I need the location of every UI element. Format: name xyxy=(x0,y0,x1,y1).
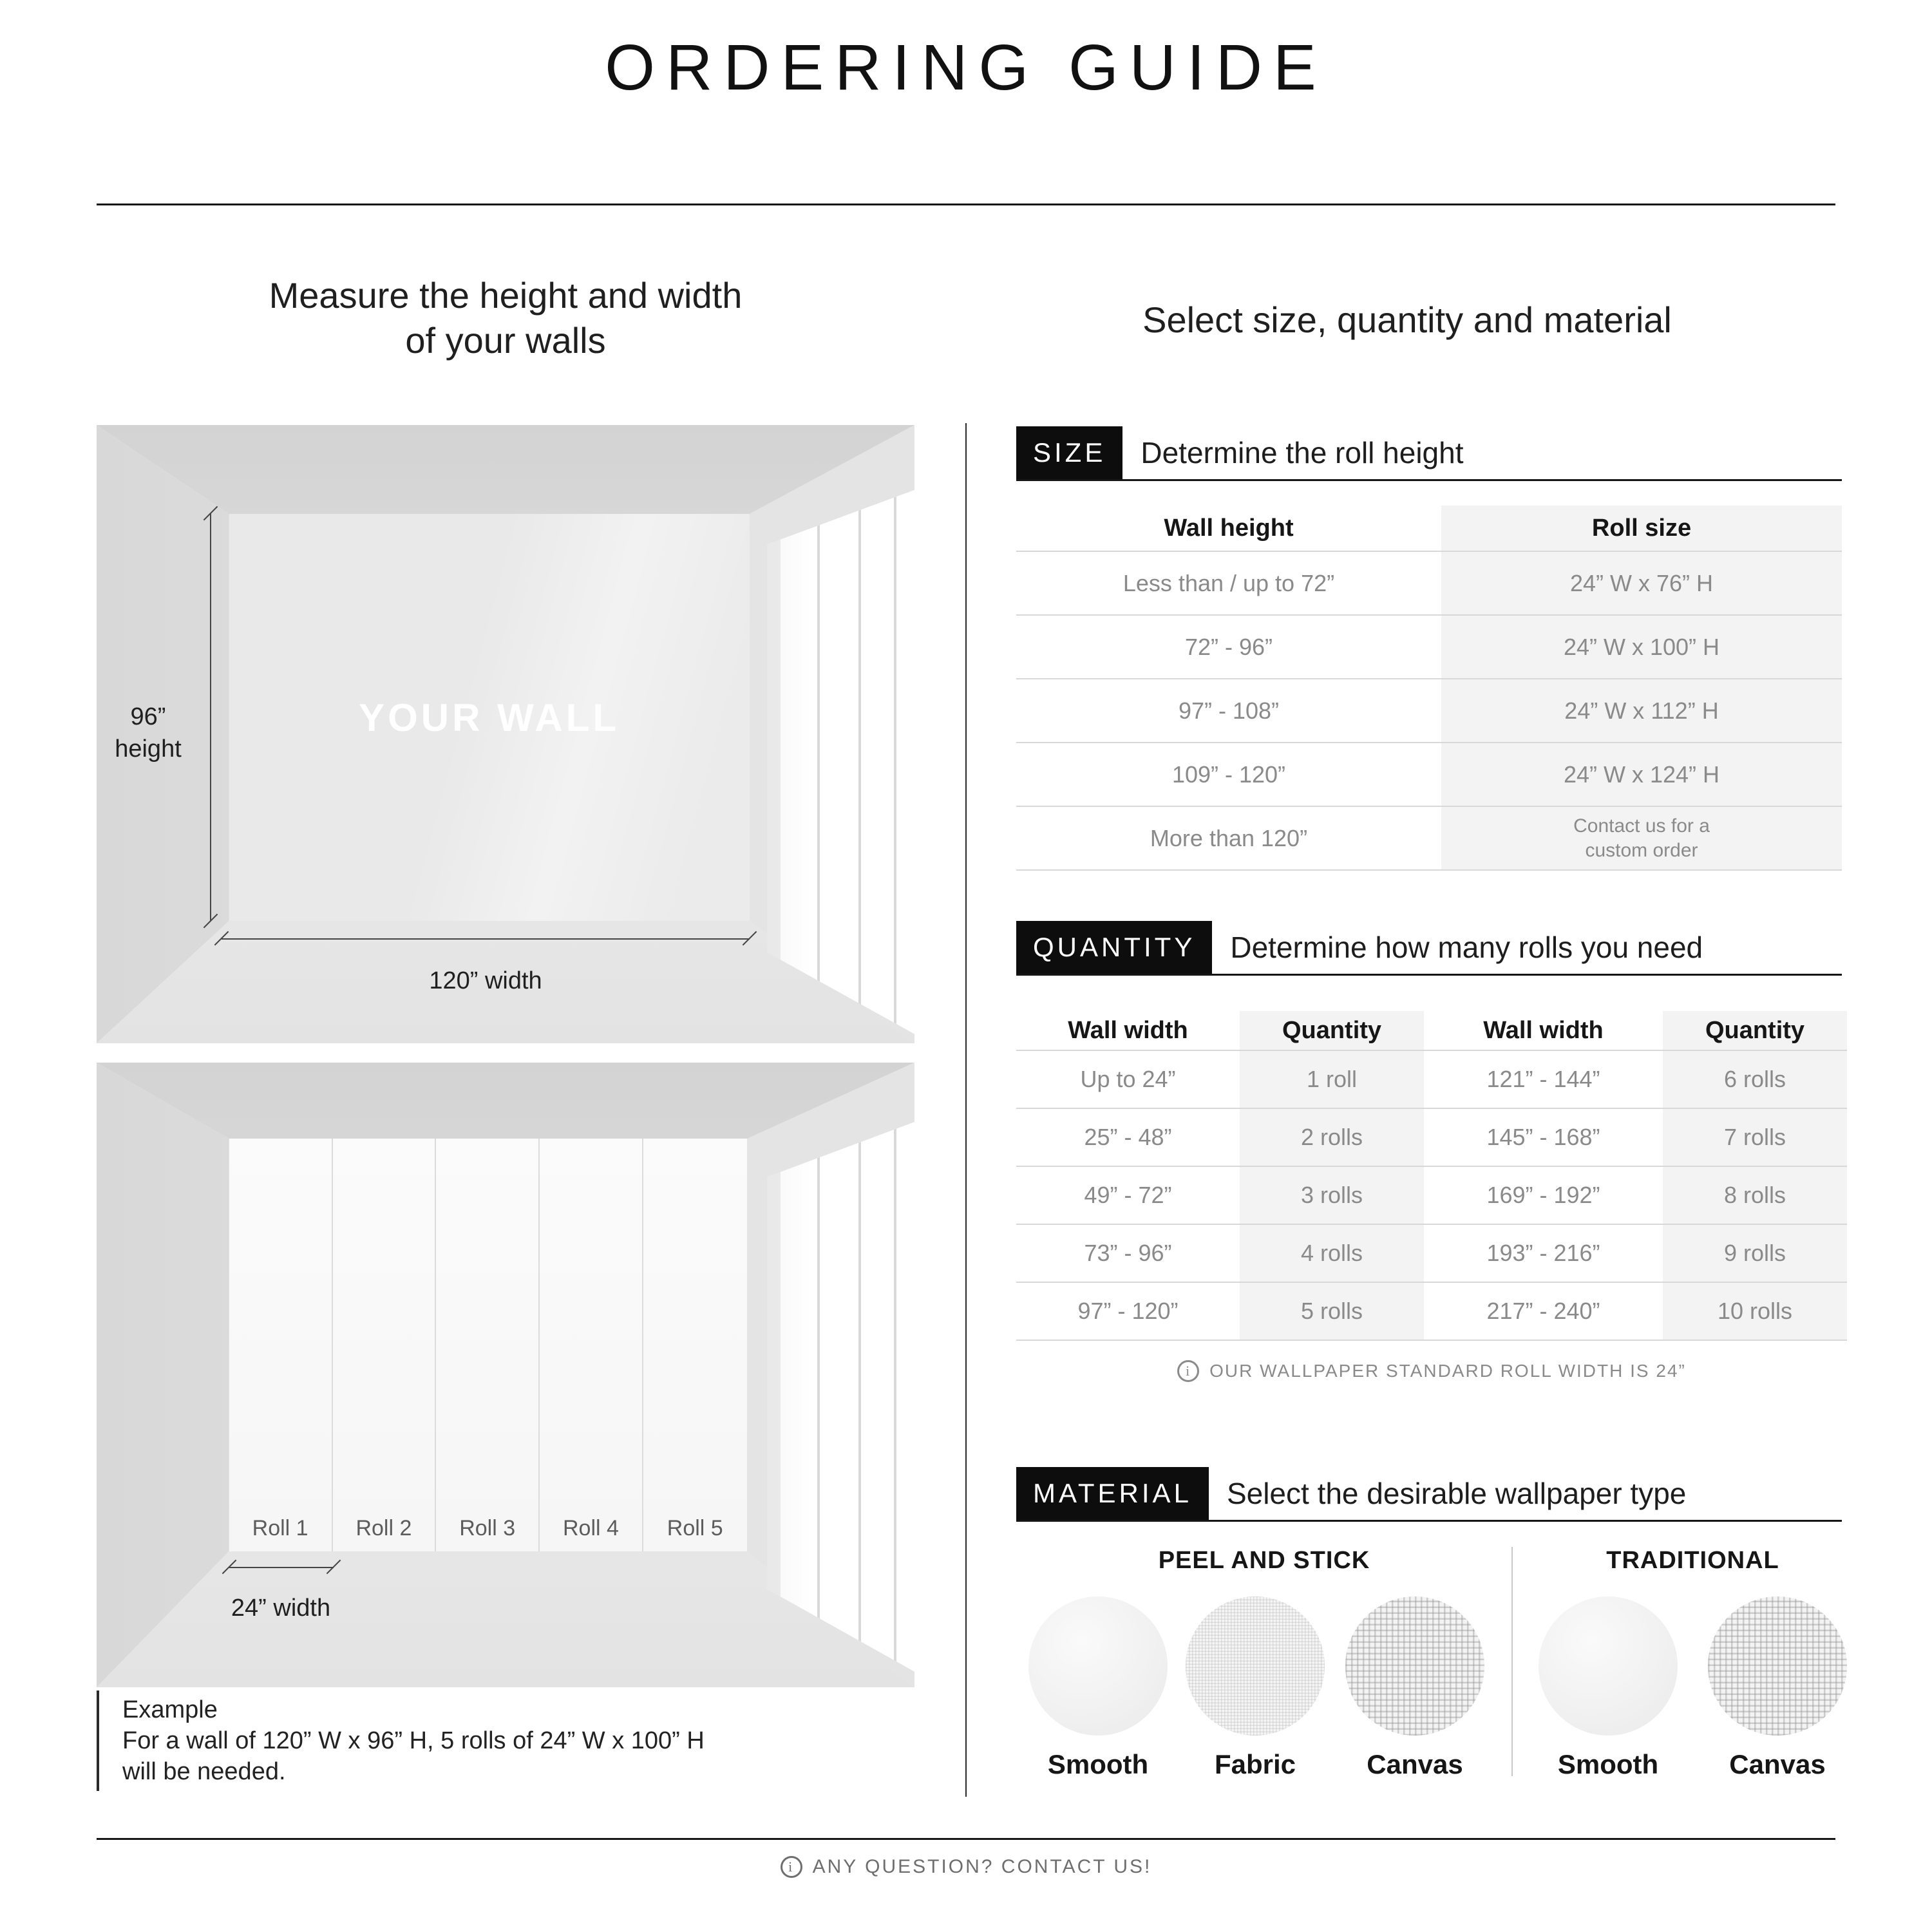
top-divider xyxy=(97,204,1835,205)
wall-width-cell: 145” - 168” xyxy=(1486,1124,1600,1150)
material-label-fabric: Fabric xyxy=(1214,1749,1296,1779)
material-section-header xyxy=(1016,1467,1842,1522)
size-section-header xyxy=(1016,426,1842,481)
window-mullion xyxy=(817,1122,820,1672)
quantity-cell: 9 rolls xyxy=(1663,1225,1847,1282)
size-table-row xyxy=(1016,616,1842,679)
roll-panel xyxy=(436,1139,540,1551)
window-mullion xyxy=(894,1122,896,1672)
wallpaper-rolls xyxy=(229,1139,747,1551)
size-subtitle: Determine the roll height xyxy=(1141,436,1464,469)
quantity-cell: 4 rolls xyxy=(1240,1225,1424,1282)
wall-width-header: Wall width xyxy=(1068,1016,1188,1044)
window-mullion xyxy=(817,490,820,1034)
material-label-smooth: Smooth xyxy=(1047,1749,1149,1779)
smooth-texture-swatch xyxy=(1539,1596,1678,1736)
roll-size-cell: 24” W x 124” H xyxy=(1441,743,1842,806)
size-table-row xyxy=(1016,807,1842,871)
column-divider xyxy=(965,423,967,1797)
size-table xyxy=(1016,506,1842,871)
size-tag: SIZE xyxy=(1016,426,1122,479)
peel-and-stick-heading: PEEL AND STICK xyxy=(1158,1547,1370,1574)
roll-size-cell xyxy=(1441,807,1842,869)
canvas-texture-swatch xyxy=(1345,1596,1484,1736)
quantity-table-header-row xyxy=(1016,1011,1847,1051)
size-table-row xyxy=(1016,743,1842,807)
traditional-heading: TRADITIONAL xyxy=(1606,1547,1779,1574)
measure-heading xyxy=(97,273,914,363)
window xyxy=(767,490,914,1034)
select-heading: Select size, quantity and material xyxy=(1142,299,1672,340)
window-jamb xyxy=(767,1122,781,1672)
roll-panel xyxy=(643,1139,747,1551)
wall-width-cell: Up to 24” xyxy=(1080,1066,1176,1092)
wall-width-cell: 25” - 48” xyxy=(1084,1124,1172,1150)
info-icon xyxy=(781,1856,802,1878)
material-group-divider xyxy=(1511,1547,1513,1776)
window-mullion xyxy=(894,490,896,1034)
wall-width-cell: 193” - 216” xyxy=(1486,1240,1600,1266)
wall-width-cell: 73” - 96” xyxy=(1084,1240,1172,1266)
roll-label: Roll 2 xyxy=(355,1516,412,1541)
window-mullion xyxy=(858,490,861,1034)
wall-height-cell: Less than / up to 72” xyxy=(1122,569,1335,596)
material-label-canvas: Canvas xyxy=(1367,1749,1463,1779)
roll-width-dimension-line xyxy=(229,1567,334,1568)
height-dimension-line xyxy=(210,513,211,921)
roll-label: Roll 5 xyxy=(667,1516,723,1541)
quantity-table-row xyxy=(1016,1167,1847,1225)
material-label-smooth: Smooth xyxy=(1557,1749,1659,1779)
quantity-tag: QUANTITY xyxy=(1016,921,1212,974)
quantity-header: Quantity xyxy=(1663,1011,1847,1050)
roll-panel xyxy=(333,1139,437,1551)
roll-label: Roll 3 xyxy=(459,1516,516,1541)
quantity-cell: 8 rolls xyxy=(1663,1167,1847,1224)
wall-width-cell: 121” - 144” xyxy=(1486,1066,1600,1092)
quantity-table-row xyxy=(1016,1109,1847,1167)
contact-footer-text: ANY QUESTION? CONTACT US! xyxy=(812,1856,1152,1877)
roll-panel xyxy=(229,1139,333,1551)
height-word: height xyxy=(115,735,182,762)
wall-width-cell: 49” - 72” xyxy=(1084,1182,1172,1208)
quantity-cell: 6 rolls xyxy=(1663,1051,1847,1108)
window-mullion xyxy=(858,1122,861,1672)
quantity-section-header xyxy=(1016,921,1842,976)
width-dimension-label: 120” width xyxy=(429,967,542,994)
roll-size-cell: 24” W x 112” H xyxy=(1441,679,1842,742)
roll-label: Roll 1 xyxy=(252,1516,308,1541)
contact-footer xyxy=(0,1856,1932,1878)
custom-order-text: Contact us for a custom order xyxy=(1573,815,1710,861)
roll-size-cell: 24” W x 100” H xyxy=(1441,616,1842,678)
quantity-cell: 2 rolls xyxy=(1240,1109,1424,1166)
measure-heading-line2: of your walls xyxy=(405,320,606,361)
wall-width-cell: 97” - 120” xyxy=(1077,1298,1179,1324)
canvas-texture-swatch xyxy=(1708,1596,1847,1736)
width-dimension-line xyxy=(222,938,750,940)
wall-width-cell: 217” - 240” xyxy=(1486,1298,1600,1324)
wall-height-cell: More than 120” xyxy=(1150,824,1308,851)
material-label-canvas: Canvas xyxy=(1729,1749,1826,1779)
quantity-subtitle: Determine how many rolls you need xyxy=(1230,931,1703,964)
wall-width-cell: 169” - 192” xyxy=(1486,1182,1600,1208)
quantity-cell: 10 rolls xyxy=(1663,1283,1847,1340)
quantity-cell: 5 rolls xyxy=(1240,1283,1424,1340)
quantity-table-row xyxy=(1016,1283,1847,1341)
wall-height-cell: 97” - 108” xyxy=(1178,697,1280,724)
roll-width-note xyxy=(1016,1360,1847,1382)
material-subtitle: Select the desirable wallpaper type xyxy=(1226,1477,1687,1510)
size-table-row xyxy=(1016,679,1842,743)
back-wall xyxy=(229,514,750,921)
example-line1: For a wall of 120” W x 96” H, 5 rolls of 24” W x 100” H xyxy=(122,1727,705,1754)
roll-size-cell: 24” W x 76” H xyxy=(1441,552,1842,614)
wall-height-cell: 72” - 96” xyxy=(1184,633,1273,660)
quantity-table-row xyxy=(1016,1051,1847,1109)
material-tag: MATERIAL xyxy=(1016,1467,1209,1520)
height-dimension-label xyxy=(97,701,200,765)
quantity-cell: 3 rolls xyxy=(1240,1167,1424,1224)
window xyxy=(767,1122,914,1672)
roll-label: Roll 4 xyxy=(563,1516,619,1541)
quantity-cell: 7 rolls xyxy=(1663,1109,1847,1166)
roll-panel xyxy=(540,1139,643,1551)
wall-height-cell: 109” - 120” xyxy=(1171,761,1286,788)
quantity-header: Quantity xyxy=(1240,1011,1424,1050)
measure-heading-line1: Measure the height and width xyxy=(269,275,743,316)
wall-height-header: Wall height xyxy=(1164,514,1294,542)
quantity-table xyxy=(1016,1011,1847,1341)
roll-width-note-text: OUR WALLPAPER STANDARD ROLL WIDTH IS 24” xyxy=(1209,1361,1686,1381)
smooth-texture-swatch xyxy=(1028,1596,1168,1736)
size-table-row xyxy=(1016,552,1842,616)
roll-size-header: Roll size xyxy=(1441,506,1842,551)
your-wall-label: YOUR WALL xyxy=(359,696,620,739)
fabric-texture-swatch xyxy=(1186,1596,1325,1736)
page-title: ORDERING GUIDE xyxy=(605,32,1327,104)
roll-width-dimension-label: 24” width xyxy=(231,1595,331,1622)
example-line2: will be needed. xyxy=(122,1758,286,1785)
quantity-cell: 1 roll xyxy=(1240,1051,1424,1108)
example-title: Example xyxy=(122,1696,218,1723)
bottom-divider xyxy=(97,1838,1835,1840)
room-illustration-measure xyxy=(97,425,914,1043)
size-table-header-row xyxy=(1016,506,1842,552)
example-note xyxy=(97,1690,914,1791)
window-jamb xyxy=(767,490,781,1034)
room-illustration-rolls xyxy=(97,1063,914,1687)
quantity-table-row xyxy=(1016,1225,1847,1283)
wall-width-header: Wall width xyxy=(1483,1016,1604,1044)
info-icon xyxy=(1177,1360,1199,1382)
height-value: 96” xyxy=(130,703,166,730)
